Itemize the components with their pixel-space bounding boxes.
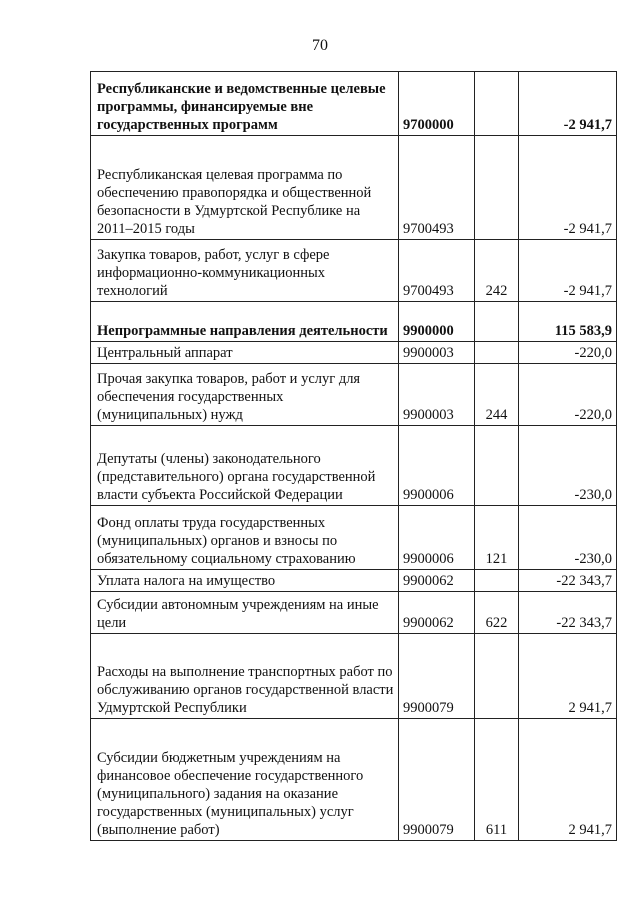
row-name: Республиканские и ведомственные целевые программы, финансируемые вне государственных программ	[91, 72, 399, 136]
table-row	[91, 364, 617, 426]
row-type	[475, 570, 519, 592]
table-row	[91, 426, 617, 506]
row-code: 9700493	[399, 240, 475, 302]
row-name: Центральный аппарат	[91, 342, 399, 364]
row-type	[475, 426, 519, 506]
row-sum: -2 941,7	[519, 240, 617, 302]
table-row	[91, 506, 617, 570]
row-type	[475, 136, 519, 240]
row-code: 9700000	[399, 72, 475, 136]
row-type: 121	[475, 506, 519, 570]
row-type: 244	[475, 364, 519, 426]
table-row	[91, 302, 617, 342]
row-sum: -22 343,7	[519, 592, 617, 634]
table-row	[91, 342, 617, 364]
table-row	[91, 570, 617, 592]
row-type: 622	[475, 592, 519, 634]
row-name: Субсидии бюджетным учреждениям на финансовое обеспечение государственного (муниципального) задания на оказание государственных (муниципальных) услуг (выполнение работ)	[91, 719, 399, 841]
row-type	[475, 634, 519, 719]
row-sum: -220,0	[519, 342, 617, 364]
row-name: Депутаты (члены) законодательного (представительного) органа государственной власти субъекта Российской Федерации	[91, 426, 399, 506]
row-name: Республиканская целевая программа по обеспечению правопорядка и общественной безопасности в Удмуртской Республике на 2011–2015 годы	[91, 136, 399, 240]
row-sum: -22 343,7	[519, 570, 617, 592]
row-name: Прочая закупка товаров, работ и услуг для обеспечения государственных (муниципальных) нужд	[91, 364, 399, 426]
row-name: Уплата налога на имущество	[91, 570, 399, 592]
row-code: 9900003	[399, 342, 475, 364]
row-code: 9900079	[399, 634, 475, 719]
table-row	[91, 592, 617, 634]
row-sum: -2 941,7	[519, 136, 617, 240]
row-sum: 115 583,9	[519, 302, 617, 342]
budget-table	[90, 71, 617, 841]
row-type: 611	[475, 719, 519, 841]
row-sum: -220,0	[519, 364, 617, 426]
row-sum: -230,0	[519, 426, 617, 506]
row-code: 9900006	[399, 426, 475, 506]
row-code: 9900062	[399, 570, 475, 592]
row-type	[475, 302, 519, 342]
row-type	[475, 72, 519, 136]
table-row	[91, 634, 617, 719]
row-name: Субсидии автономным учреждениям на иные цели	[91, 592, 399, 634]
row-type: 242	[475, 240, 519, 302]
row-name: Непрограммные направления деятельности	[91, 302, 399, 342]
row-name: Расходы на выполнение транспортных работ по обслуживанию органов государственной власти Удмуртской Республики	[91, 634, 399, 719]
row-type	[475, 342, 519, 364]
row-name: Фонд оплаты труда государственных (муниципальных) органов и взносы по обязательному социальному страхованию	[91, 506, 399, 570]
table-row	[91, 240, 617, 302]
budget-table-body	[91, 72, 617, 841]
row-code: 9900079	[399, 719, 475, 841]
row-code: 9900006	[399, 506, 475, 570]
row-sum: 2 941,7	[519, 719, 617, 841]
row-code: 9700493	[399, 136, 475, 240]
row-sum: 2 941,7	[519, 634, 617, 719]
row-sum: -230,0	[519, 506, 617, 570]
table-row	[91, 136, 617, 240]
table-row	[91, 72, 617, 136]
row-code: 9900062	[399, 592, 475, 634]
row-code: 9900003	[399, 364, 475, 426]
row-name: Закупка товаров, работ, услуг в сфере информационно-коммуникационных технологий	[91, 240, 399, 302]
page-number: 70	[312, 37, 328, 54]
table-row	[91, 719, 617, 841]
row-code: 9900000	[399, 302, 475, 342]
row-sum: -2 941,7	[519, 72, 617, 136]
